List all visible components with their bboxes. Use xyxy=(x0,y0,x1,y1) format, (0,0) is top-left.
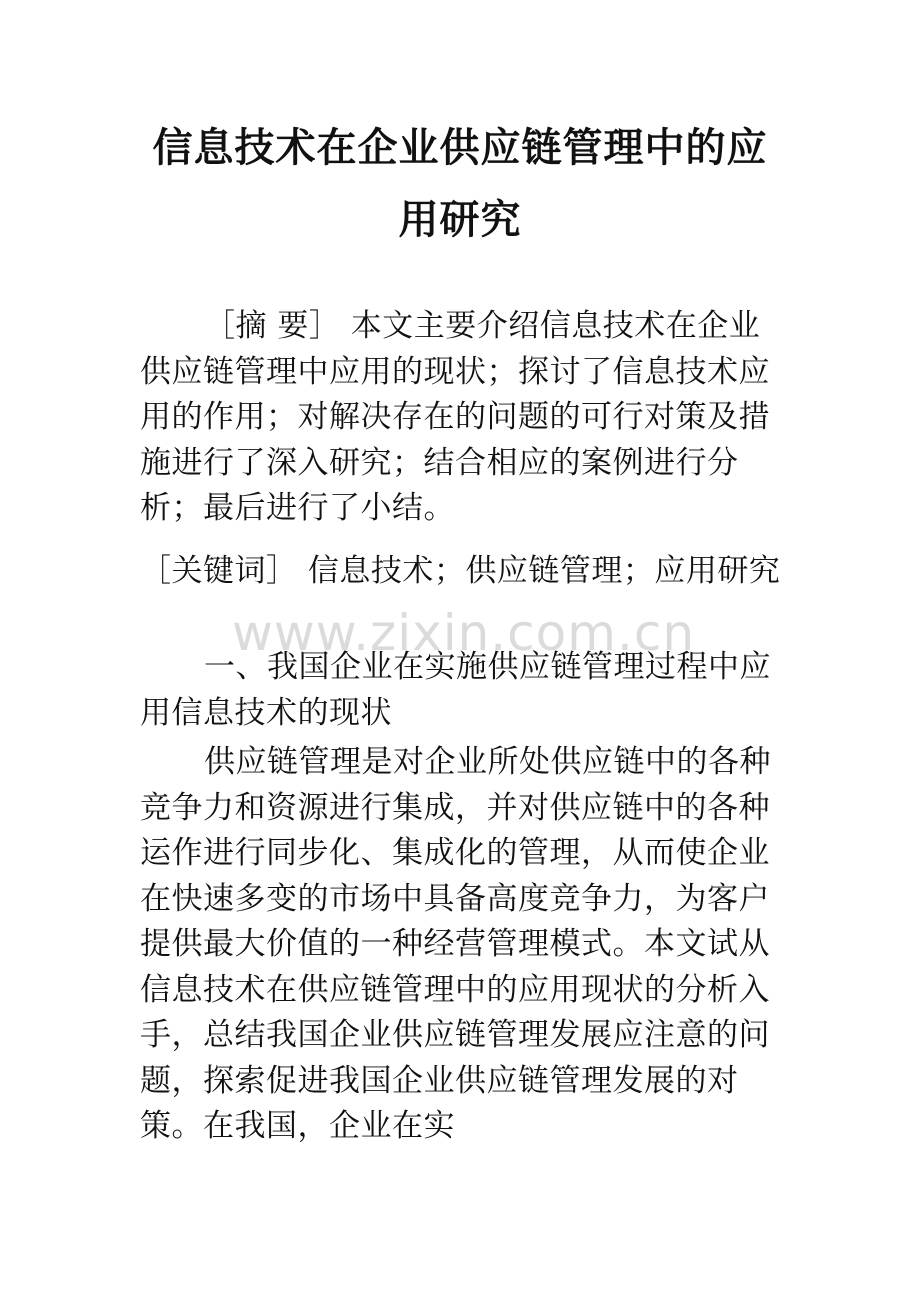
abstract-paragraph: ［摘 要］ 本文主要介绍信息技术在企业供应链管理中应用的现状；探讨了信息技术应用的作用；对解决存在的问题的可行对策及措施进行了深入研究；结合相应的案例进行分析；最后进行了小结。 xyxy=(140,308,770,526)
body-paragraph: 供应链管理是对企业所处供应链中的各种竞争力和资源进行集成，并对供应链中的各种运作进行同步化、集成化的管理，从而使企业在快速多变的市场中具备高度竞争力，为客户提供最大价值的一种经营管理模式。本文试从信息技术在供应链管理中的应用现状的分析入手，总结我国企业供应链管理发展应注意的问题，探索促进我国企业供应链管理发展的对策。在我国，企业在实 xyxy=(140,744,771,1144)
section-heading: 一、我国企业在实施供应链管理过程中应用信息技术的现状 xyxy=(140,649,771,731)
watermark: www.zixin.com.cn xyxy=(232,604,696,662)
document-title: 信息技术在企业供应链管理中的应用研究 xyxy=(152,124,768,243)
keywords-paragraph: ［关键词］ 信息技术；供应链管理；应用研究 xyxy=(140,553,781,589)
